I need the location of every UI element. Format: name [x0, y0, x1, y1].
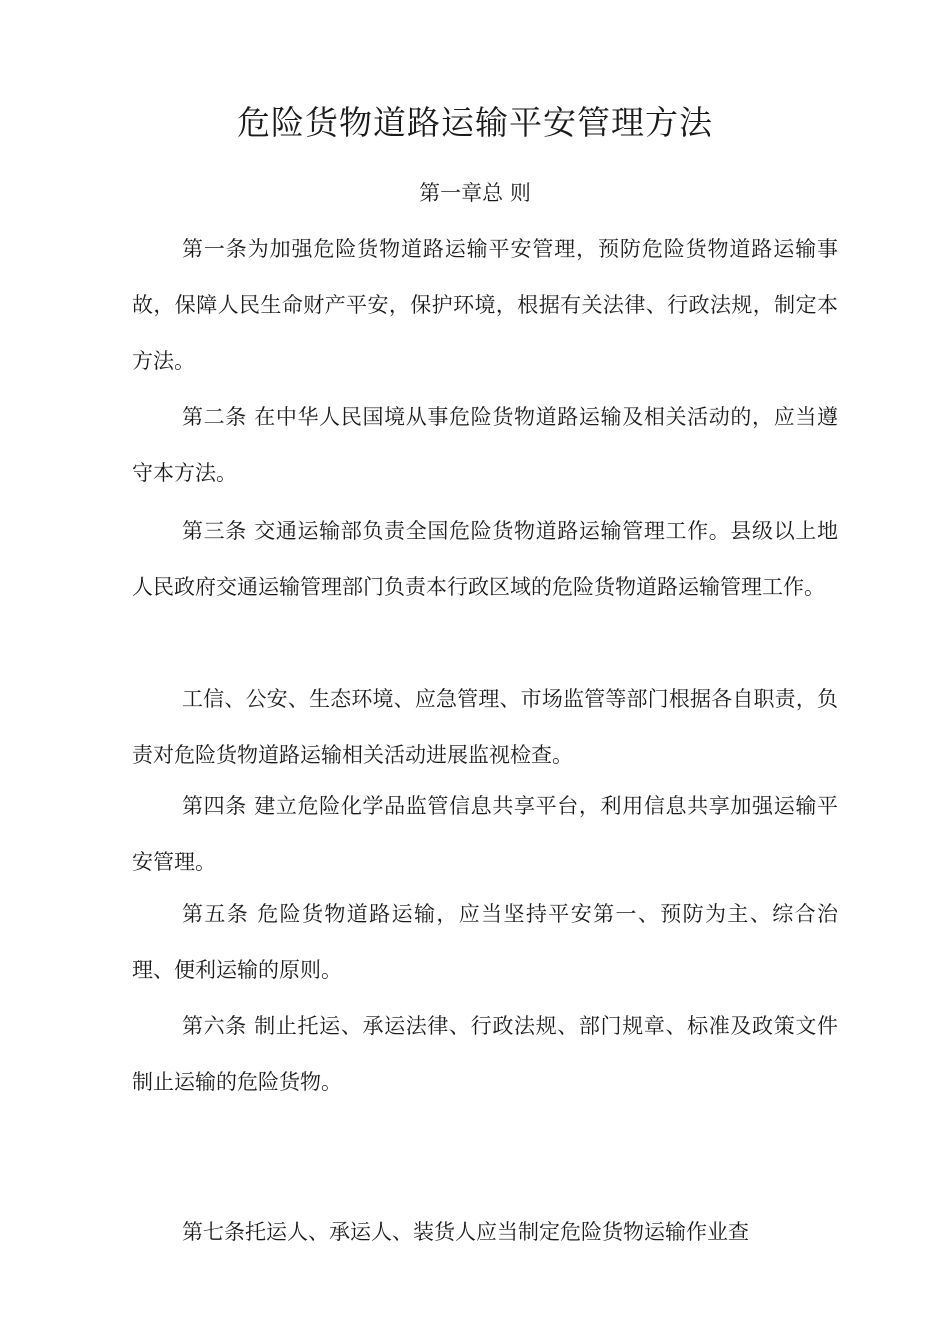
article-1-paragraph: 第一条为加强危险货物道路运输平安管理，预防危险货物道路运输事故，保障人民生命财产平安，保护环境，根据有关法律、行政法规，制定本方法。: [132, 237, 838, 373]
article-2-paragraph: 第二条 在中华人民国境从事危险货物道路运输及相关活动的，应当遵守本方法。: [132, 405, 838, 485]
article-3-supplement-paragraph: 工信、公安、生态环境、应急管理、市场监管等部门根据各自职责，负责对危险货物道路运输相关活动进展监视检查。: [132, 687, 838, 767]
article-7-paragraph: 第七条托运人、承运人、装货人应当制定危险货物运输作业查: [182, 1220, 749, 1244]
chapter-heading: 第一章总 则: [419, 181, 531, 205]
article-3-paragraph: 第三条 交通运输部负责全国危险货物道路运输管理工作。县级以上地人民政府交通运输管理部门负责本行政区域的危险货物道路运输管理工作。: [132, 519, 838, 599]
document-title: 危险货物道路运输平安管理方法: [237, 103, 713, 142]
article-4-paragraph: 第四条 建立危险化学品监管信息共享平台，利用信息共享加强运输平安管理。: [132, 794, 838, 874]
article-6-paragraph: 第六条 制止托运、承运法律、行政法规、部门规章、标准及政策文件制止运输的危险货物。: [132, 1014, 838, 1094]
article-5-paragraph: 第五条 危险货物道路运输，应当坚持平安第一、预防为主、综合治理、便利运输的原则。: [132, 902, 838, 982]
